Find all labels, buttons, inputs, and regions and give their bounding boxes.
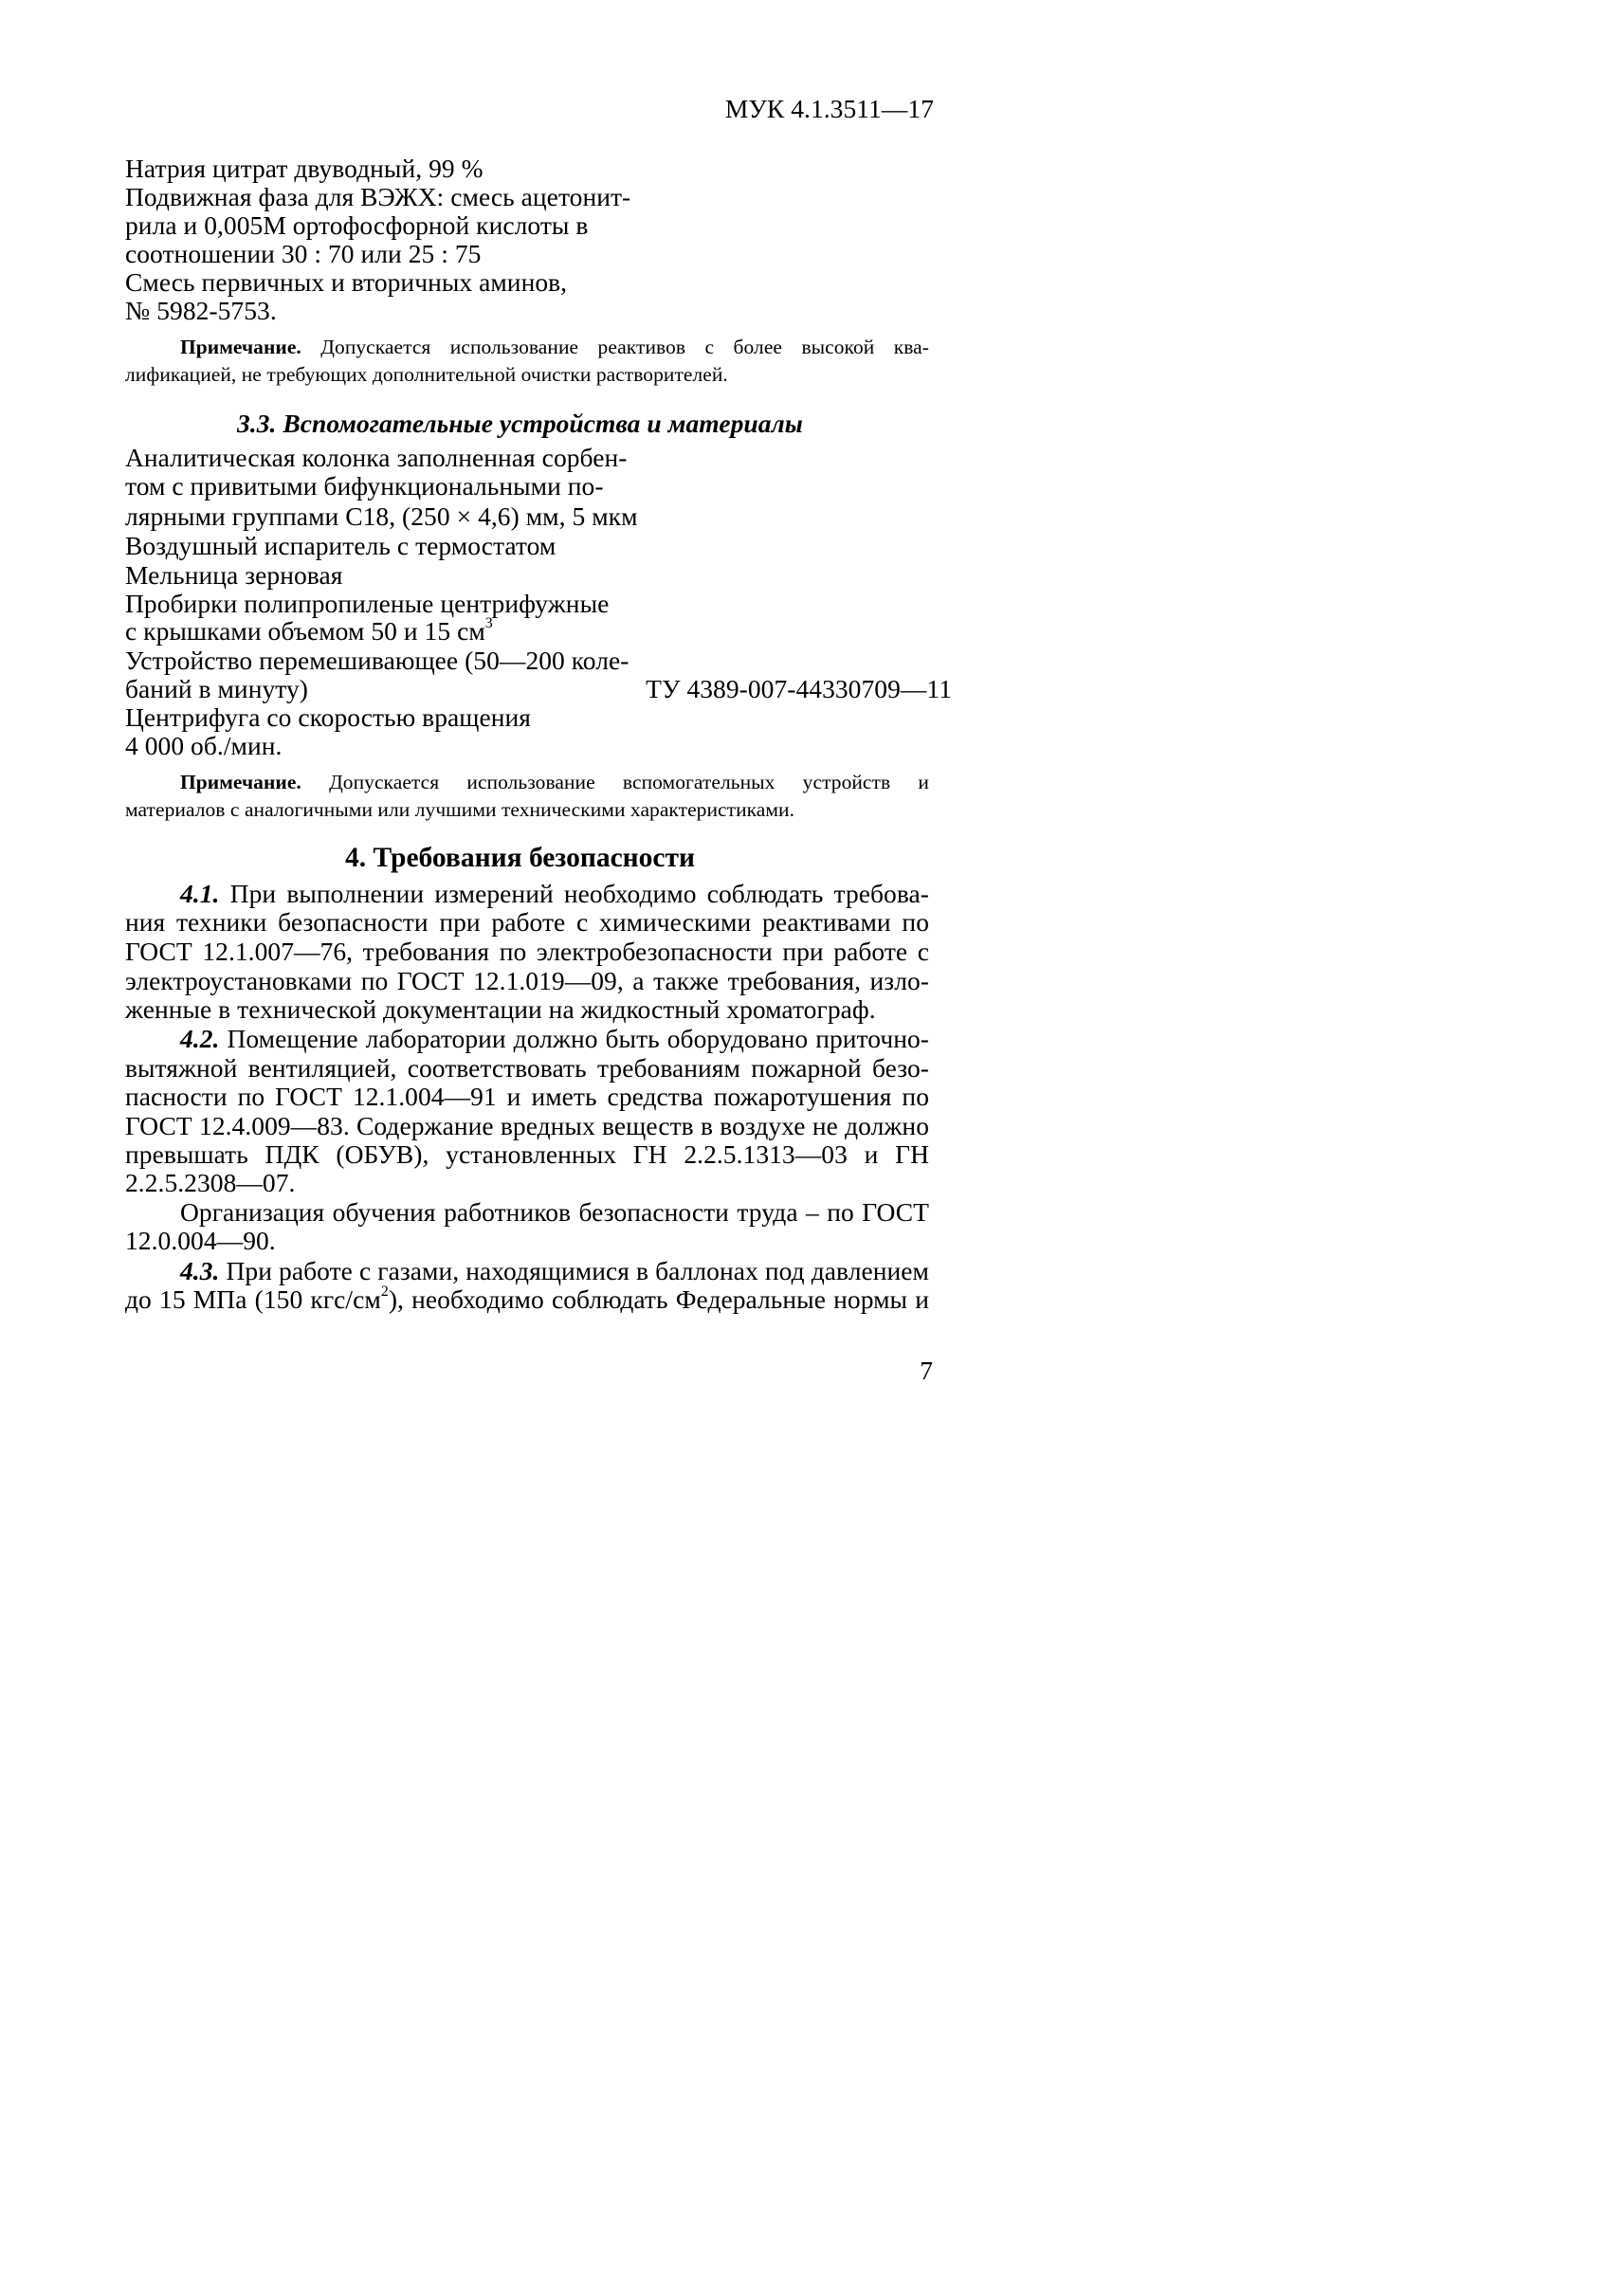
paragraph-4-2-line: превышать ПДК (ОБУВ), установленных ГН 2.2.5.1313—03 и ГН bbox=[125, 1139, 929, 1169]
note-2-line-1: Примечание. Допускается использование вспомогательных устройств и bbox=[180, 771, 929, 793]
training-line: 12.0.004—90. bbox=[125, 1226, 276, 1255]
paragraph-4-2-line: ГОСТ 12.4.009—83. Содержание вредных веществ в воздухе не должно bbox=[125, 1111, 929, 1140]
section-4-title: 4. Требования безопасности bbox=[345, 843, 695, 873]
training-line: Организация обучения работников безопасности труда – по ГОСТ bbox=[180, 1197, 929, 1227]
document-page bbox=[0, 0, 1040, 1485]
equipment-line: Аналитическая колонка заполненная сорбен- bbox=[125, 443, 628, 472]
page-number: 7 bbox=[920, 1356, 933, 1385]
paragraph-4-3-line: до 15 МПа (150 кгс/$см^2$), необходимо соблюдать Федеральные нормы и bbox=[125, 1284, 929, 1314]
paragraph-number: 4.1. bbox=[180, 879, 220, 908]
note-label: Примечание. bbox=[180, 336, 301, 358]
reagent-line: Натрия цитрат двуводный, 99 % bbox=[125, 154, 484, 183]
doc-code-header: МУК 4.1.3511—17 bbox=[724, 94, 934, 123]
equipment-line: 4 000 об./мин. bbox=[125, 731, 283, 760]
equipment-line: с крышками объемом 50 и 15 $см^3$ bbox=[125, 615, 493, 646]
paragraph-4-2-line: 2.2.5.2308—07. bbox=[125, 1168, 296, 1197]
equipment-line: баний в минуту) bbox=[125, 674, 308, 703]
paragraph-4-2-line: пасности по ГОСТ 12.1.004—91 и иметь средства пожаротушения по bbox=[125, 1082, 929, 1111]
equipment-line: лярными группами С18, (250 × 4,6) мм, 5 мкм bbox=[125, 501, 638, 531]
reagent-line: рила и 0,005М ортофосфорной кислоты в bbox=[125, 210, 589, 240]
superscript-squared: 2 bbox=[380, 1284, 389, 1301]
paragraph-4-1-line: ГОСТ 12.1.007—76, требования по электробезопасности при работе с bbox=[125, 937, 929, 966]
paragraph-4-1-line: женные в технической документации на жидкостный хроматограф. bbox=[125, 994, 876, 1024]
section-3-3-title: 3.3. Вспомогательные устройства и материалы bbox=[237, 409, 803, 438]
note-label: Примечание. bbox=[180, 771, 301, 793]
reagent-line: Смесь первичных и вторичных аминов, bbox=[125, 267, 568, 297]
equipment-line: Устройство перемешивающее (50—200 коле- bbox=[125, 646, 630, 675]
shaker-spec: ТУ 4389-007-44330709—11 bbox=[646, 674, 952, 703]
superscript-cubic: 3 bbox=[484, 615, 493, 632]
equipment-line: Центрифуга со скоростью вращения bbox=[125, 702, 531, 732]
paragraph-number: 4.2. bbox=[180, 1024, 220, 1053]
note-1-line-2: лификацией, не требующих дополнительной очистки растворителей. bbox=[125, 363, 728, 386]
paragraph-4-1-line: электроустановками по ГОСТ 12.1.019—09, а также требования, изло- bbox=[125, 966, 929, 995]
reagent-line: соотношении 30 : 70 или 25 : 75 bbox=[125, 239, 482, 268]
equipment-line: Мельница зерновая bbox=[125, 560, 343, 590]
paragraph-4-2-line: 4.2. Помещение лаборатории должно быть оборудовано приточно- bbox=[180, 1024, 929, 1053]
note-2-line-2: материалов с аналогичными или лучшими техническими характеристиками. bbox=[125, 798, 795, 821]
note-1-line-1: Примечание. Допускается использование реактивов с более высокой ква- bbox=[180, 336, 929, 358]
paragraph-4-3-line: 4.3. При работе с газами, находящимися в баллонах под давлением bbox=[180, 1256, 929, 1285]
reagent-line: Подвижная фаза для ВЭЖХ: смесь ацетонит- bbox=[125, 182, 631, 211]
paragraph-4-1-line: ния техники безопасности при работе с химическими реактивами по bbox=[125, 907, 929, 937]
reagent-line: № 5982-5753. bbox=[125, 296, 277, 325]
paragraph-4-2-line: вытяжной вентиляцией, соответствовать требованиям пожарной безо- bbox=[125, 1053, 929, 1083]
paragraph-number: 4.3. bbox=[180, 1256, 220, 1285]
paragraph-4-1-line: 4.1. При выполнении измерений необходимо соблюдать требова- bbox=[180, 879, 929, 908]
equipment-line: Пробирки полипропиленые центрифужные bbox=[125, 589, 610, 618]
equipment-line: Воздушный испаритель с термостатом bbox=[125, 531, 557, 560]
equipment-line: том с привитыми бифункциональными по- bbox=[125, 471, 604, 501]
